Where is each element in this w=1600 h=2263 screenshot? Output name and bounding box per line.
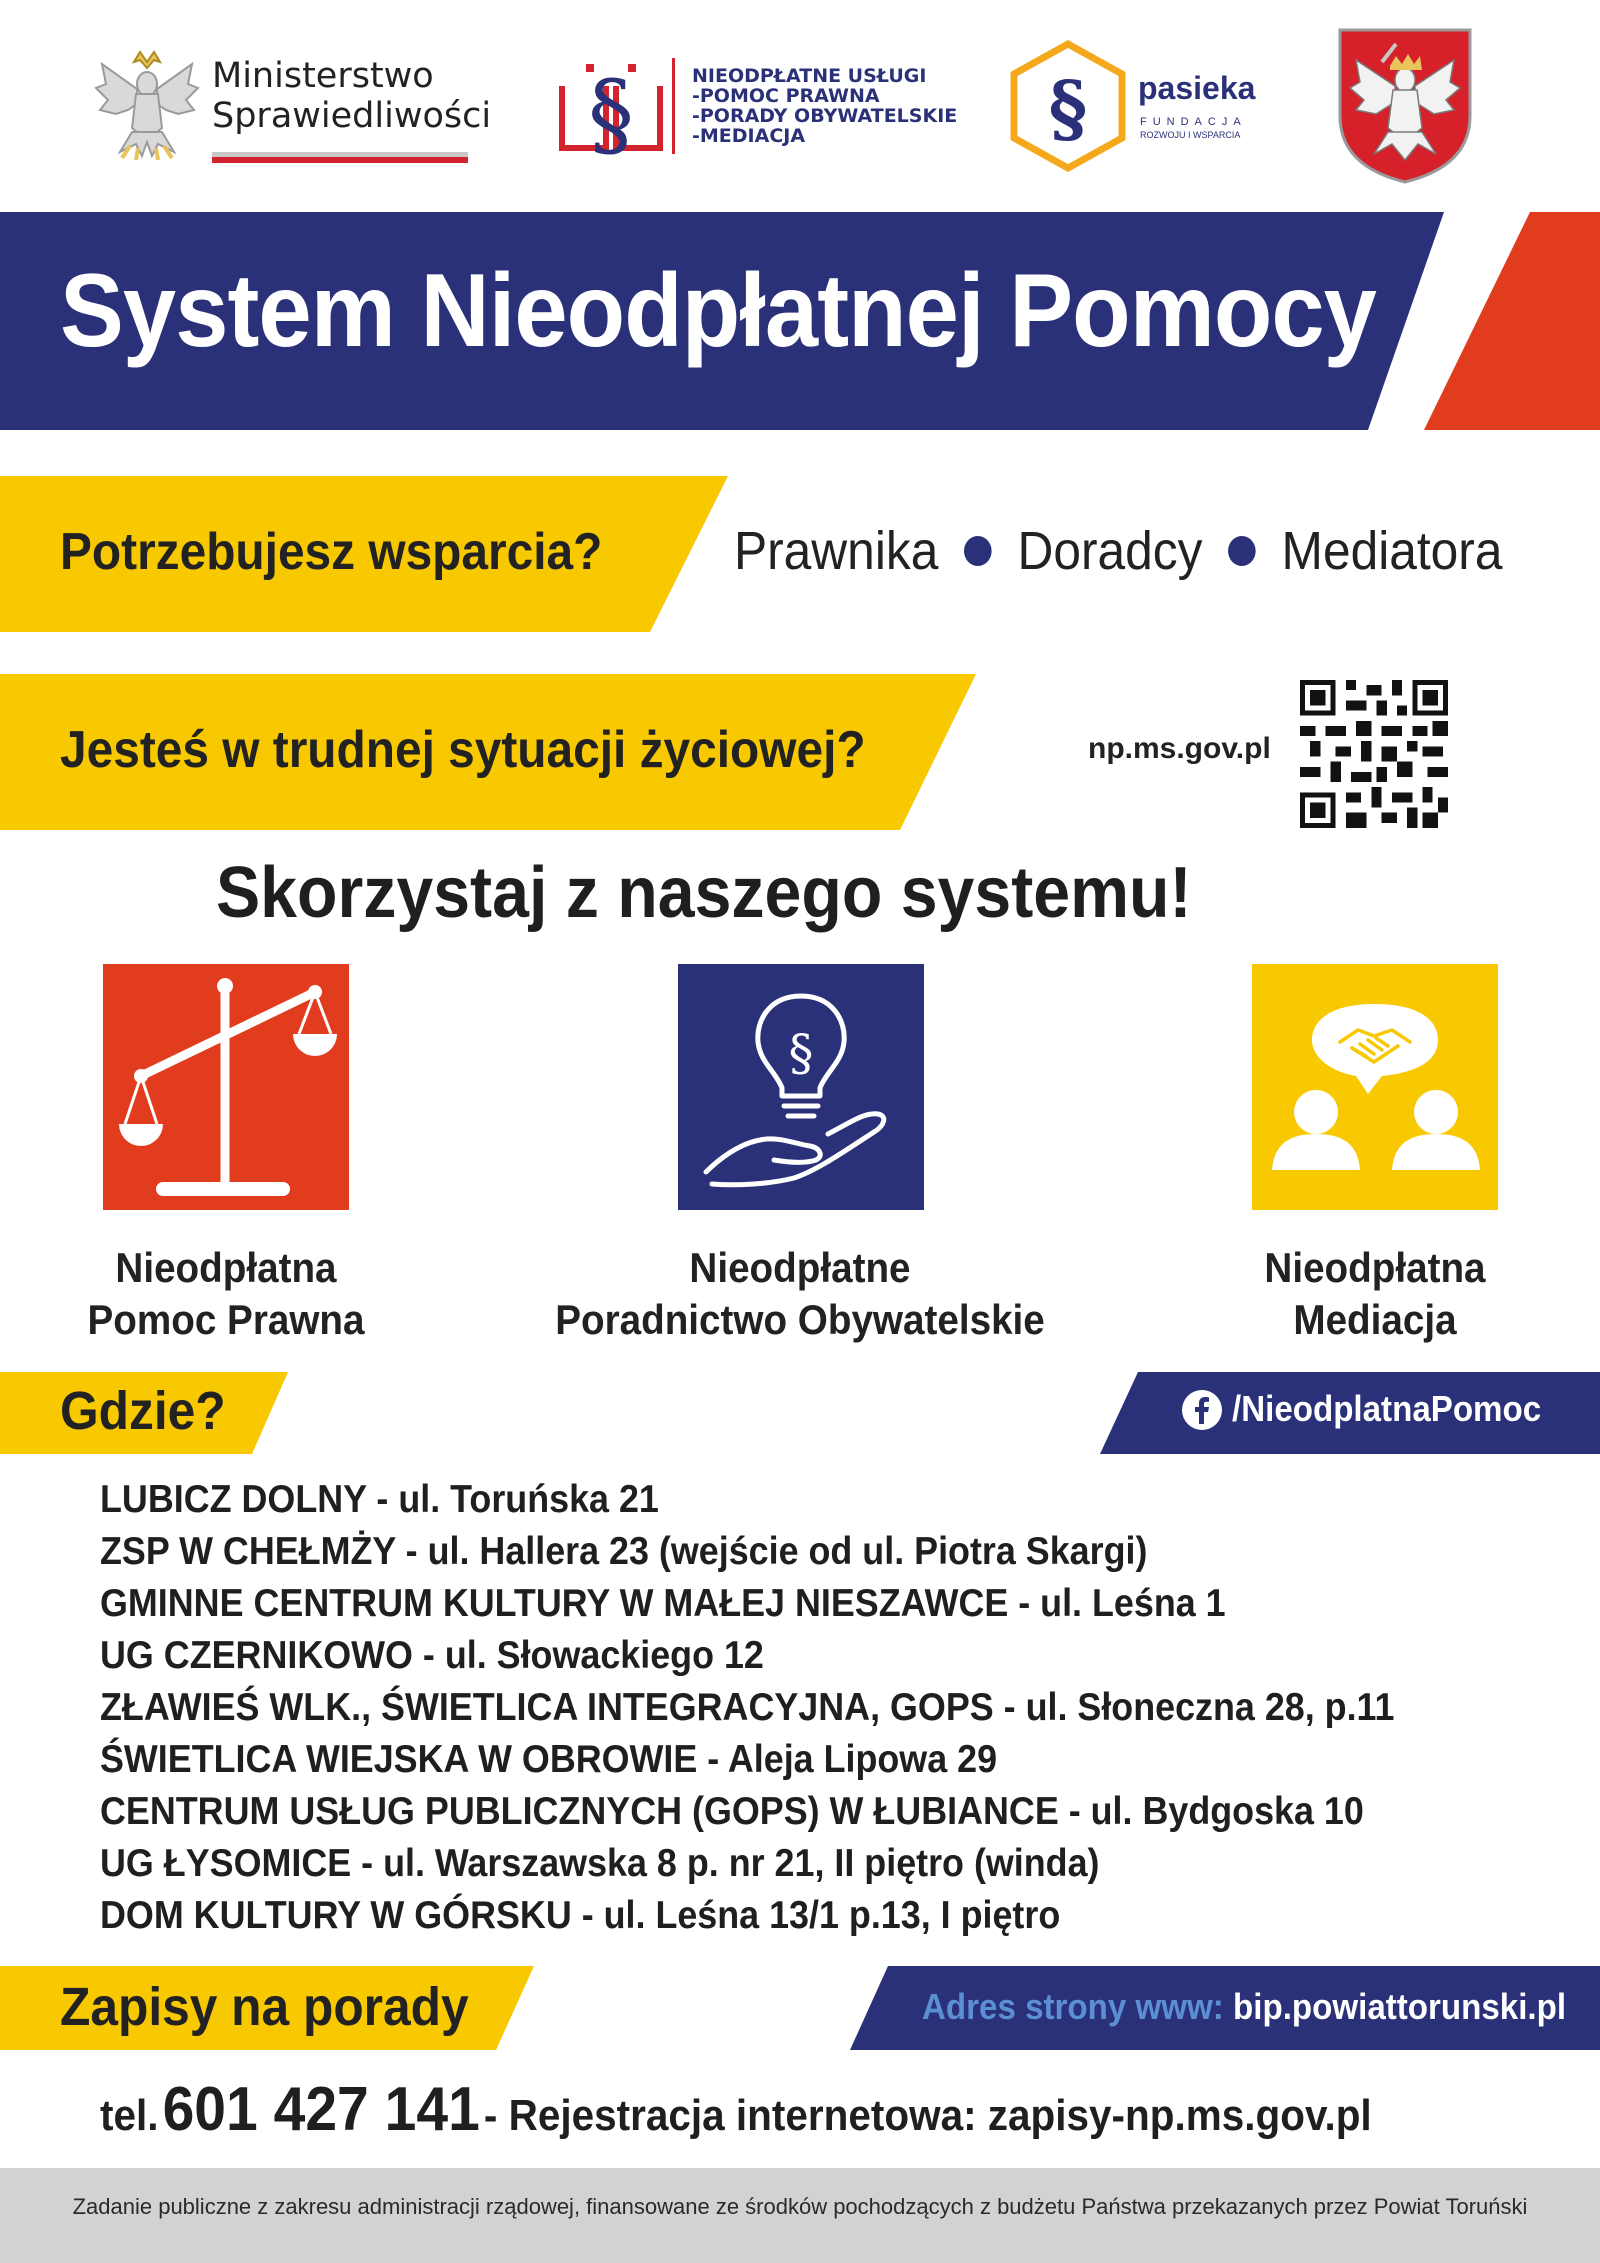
question-difficult-situation: Jesteś w trudnej sytuacji życiowej?: [60, 721, 866, 779]
website-label: Adres strony www:: [922, 1986, 1224, 2027]
pasieka-name: pasieka: [1138, 70, 1256, 106]
website-link[interactable]: np.ms.gov.pl: [1088, 732, 1271, 765]
phone-prefix: tel.: [100, 2091, 159, 2140]
pasieka-hexagon-logo: [1010, 40, 1126, 172]
free-services-line: -MEDIACJA: [692, 125, 806, 147]
service-label-line1: Nieodpłatna: [115, 1244, 337, 1291]
question-need-support: Potrzebujesz wsparcia?: [60, 523, 603, 581]
address-item: ZŁAWIEŚ WLK., ŚWIETLICA INTEGRACYJNA, GOPS - ul. Słoneczna 28, p.11: [100, 1686, 1395, 1729]
address-item: GMINNE CENTRUM KULTURY W MAŁEJ NIESZAWCE - ul. Leśna 1: [100, 1582, 1226, 1625]
svg-text:§: §: [1048, 66, 1088, 152]
address-item: CENTRUM USŁUG PUBLICZNYCH (GOPS) W ŁUBIANCE - ul. Bydgoska 10: [100, 1790, 1364, 1833]
handshake-people-icon: [1252, 964, 1498, 1210]
service-label-line2: Poradnictwo Obywatelskie: [555, 1296, 1045, 1343]
svg-text:§: §: [588, 61, 634, 160]
svg-text:§: §: [788, 1024, 814, 1082]
ministry-name: [212, 56, 491, 136]
page-title: System Nieodpłatnej Pomocy: [60, 253, 1376, 369]
service-label-line1: Nieodpłatne: [689, 1244, 911, 1291]
free-services-line: -PORADY OBYWATELSKIE: [692, 105, 958, 127]
footer-note: Zadanie publiczne z zakresu administracji rządowej, finansowane ze środków pochodzących z budżetu Państwa przekazanych przez Powiat Toruński: [72, 2194, 1528, 2219]
address-list: [100, 1474, 1394, 1942]
service-label-line1: Nieodpłatna: [1264, 1244, 1486, 1291]
lightbulb-hand-icon: [678, 964, 924, 1210]
where-heading: Gdzie?: [60, 1381, 226, 1441]
address-item: UG ŁYSOMICE - ul. Warszawska 8 p. nr 21, II piętro (winda): [100, 1842, 1100, 1885]
mediation-tile: [1252, 964, 1498, 1210]
scales-of-justice-icon: [103, 964, 349, 1210]
address-item: UG CZERNIKOWO - ul. Słowackiego 12: [100, 1634, 764, 1677]
role-advisor: Doradcy: [1017, 521, 1203, 581]
qr-code-icon[interactable]: [1300, 680, 1448, 828]
ministry-name-line2: Sprawiedliwości: [212, 96, 492, 136]
bullet-dot-icon: [1228, 536, 1256, 566]
citizen-advice-tile: [678, 964, 924, 1210]
flag-stripe-red: [212, 157, 468, 163]
roles-list: [734, 520, 1502, 582]
call-to-action: Skorzystaj z naszego systemu!: [216, 853, 1192, 933]
website-url-link[interactable]: bip.powiattorunski.pl: [1233, 1986, 1567, 2027]
service-label-line2: Pomoc Prawna: [87, 1296, 365, 1343]
facebook-icon[interactable]: [1182, 1390, 1222, 1430]
free-services-logo-text: [692, 66, 957, 146]
pasieka-subtitle: FUNDACJA: [1140, 116, 1247, 128]
address-item: ZSP W CHEŁMŻY - ul. Hallera 23 (wejście od ul. Piotra Skargi): [100, 1530, 1148, 1573]
website-address: [922, 1986, 1566, 2028]
free-services-line: NIEODPŁATNE USŁUGI: [692, 65, 927, 87]
county-coat-of-arms: [1336, 26, 1474, 186]
polish-eagle-logo: [92, 44, 202, 164]
facebook-handle-link[interactable]: /NieodplatnaPomoc: [1232, 1388, 1542, 1429]
pasieka-subtitle-2: ROZWOJU I WSPARCIA: [1140, 130, 1241, 140]
phone-number-link[interactable]: 601 427 141: [162, 2075, 480, 2144]
service-legal-aid: [42, 1242, 410, 1346]
phone-line: [100, 2074, 1372, 2145]
online-registration: - Rejestracja internetowa: zapisy-np.ms.gov.pl: [483, 2091, 1372, 2140]
paragraph-book-logo: [556, 56, 666, 160]
address-item: LUBICZ DOLNY - ul. Toruńska 21: [100, 1478, 659, 1521]
ministry-name-line1: Ministerstwo: [212, 56, 434, 96]
service-citizen-advice: [542, 1242, 1057, 1346]
bullet-dot-icon: [964, 536, 992, 566]
signup-heading: Zapisy na porady: [60, 1977, 469, 2037]
role-lawyer: Prawnika: [734, 521, 939, 581]
divider-bar: [672, 58, 675, 154]
role-mediator: Mediatora: [1281, 521, 1503, 581]
address-item: DOM KULTURY W GÓRSKU - ul. Leśna 13/1 p.13, I piętro: [100, 1894, 1061, 1937]
service-label-line2: Mediacja: [1293, 1296, 1457, 1343]
address-item: ŚWIETLICA WIEJSKA W OBROWIE - Aleja Lipowa 29: [100, 1738, 998, 1781]
free-services-line: -POMOC PRAWNA: [692, 85, 880, 107]
service-mediation: [1191, 1242, 1559, 1346]
legal-aid-tile: [103, 964, 349, 1210]
